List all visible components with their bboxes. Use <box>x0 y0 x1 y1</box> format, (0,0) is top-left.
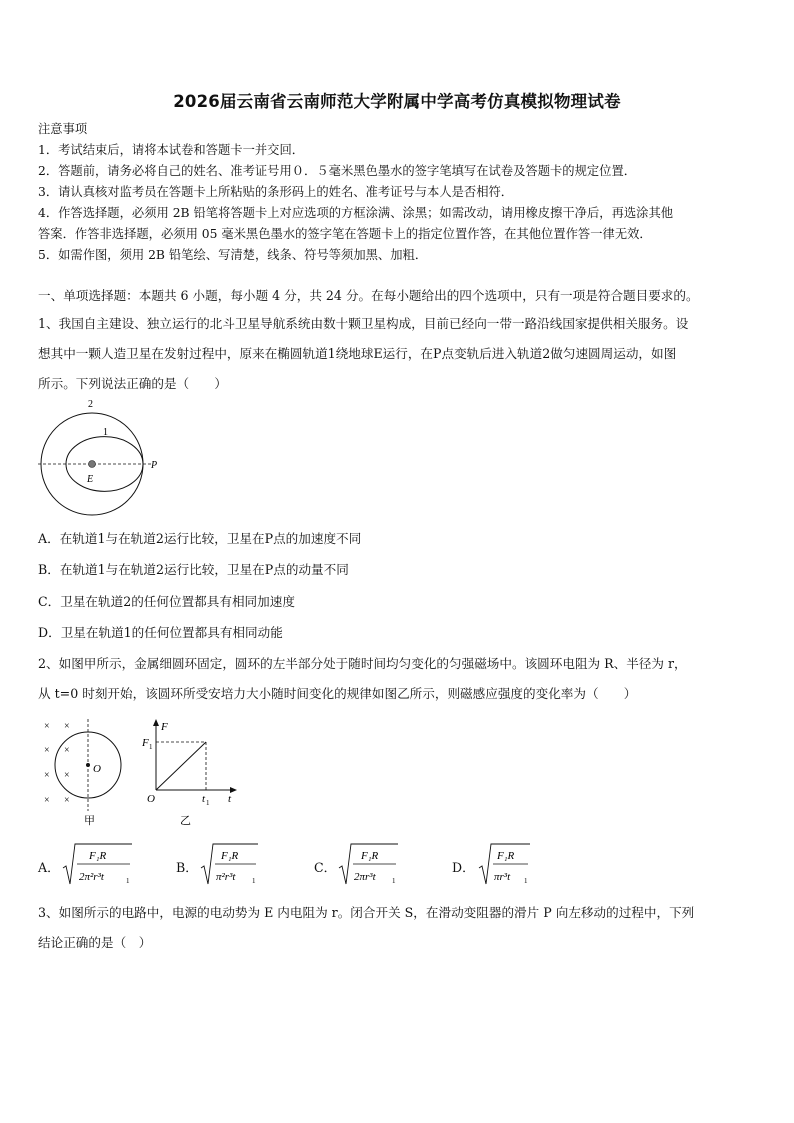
notice-item: 3．请认真核对监考员在答题卡上所粘贴的条形码上的姓名、准考证号与本人是否相符． <box>38 185 514 199</box>
f1-label: F <box>142 737 149 749</box>
ring-field-figure <box>38 716 138 831</box>
numerator: F₁R <box>361 850 379 862</box>
question-3-line: 结论正确的是（ ） <box>38 935 152 950</box>
y-axis-label: F <box>161 721 168 733</box>
option-b: B．在轨道1与在轨道2运行比较，卫星在P点的动量不同 <box>38 562 349 577</box>
option-b-formula <box>200 840 262 890</box>
option-letter: C． <box>314 860 337 875</box>
t1-subscript: 1 <box>206 799 210 807</box>
notice-item: 2．答题前，请务必将自己的姓名、准考证号用０．５毫米黑色墨水的签字笔填写在试卷及答题卡的规定位置． <box>38 164 637 178</box>
y-axis-arrow <box>153 719 159 726</box>
force-line <box>156 742 206 790</box>
question-3-line: 3、如图所示的电路中，电源的电动势为 E 内电阻为 r。闭合开关 S，在滑动变阻器的滑片 P 向左移动的过程中，下列 <box>38 905 695 920</box>
option-c-formula <box>338 840 400 890</box>
question-1-line: 1、我国自主建设、独立运行的北斗卫星导航系统由数十颗卫星构成，目前已经向一带一路沿线国家提供相关服务。设 <box>38 316 689 331</box>
question-1-line: 想其中一颗人造卫星在发射过程中，原来在椭圆轨道1绕地球E运行，在P点变轨后进入轨道2做匀速圆周运动，如图 <box>38 346 677 361</box>
numerator: F₁R <box>89 850 107 862</box>
field-mark: × <box>44 795 50 806</box>
orbit-2-label: 2 <box>88 399 93 410</box>
question-2-line: 2、如图甲所示，金属细圆环固定，圆环的左半部分处于随时间均匀变化的匀强磁场中。该圆环电阻为 R、半径为 r， <box>38 656 687 671</box>
figure-caption-yi: 乙 <box>180 815 191 827</box>
notice-heading: 注意事项 <box>38 122 88 136</box>
denominator: πr³t <box>494 871 511 883</box>
field-mark: × <box>44 745 50 756</box>
ring-center-label: O <box>93 763 101 775</box>
t1-label: t <box>202 793 206 805</box>
numerator: F₁R <box>221 850 239 862</box>
figure-caption-jia: 甲 <box>84 815 95 827</box>
option-letter: A． <box>38 860 60 875</box>
x-axis-label: t <box>228 793 232 805</box>
option-c: C．卫星在轨道2的任何位置都具有相同加速度 <box>38 594 295 609</box>
point-p-label: P <box>151 460 158 471</box>
t-subscript: 1 <box>524 877 528 885</box>
option-c <box>314 857 336 876</box>
t-subscript: 1 <box>392 877 396 885</box>
option-d: D．卫星在轨道1的任何位置都具有相同动能 <box>38 625 283 640</box>
numerator: F₁R <box>497 850 515 862</box>
field-mark: × <box>64 721 70 732</box>
notice-item: 4．作答选择题，必须用 2B 铅笔将答题卡上对应选项的方框涂满、涂黑；如需改动，请用橡皮擦干净后，再选涂其他 <box>38 206 674 220</box>
option-d-formula <box>478 840 534 890</box>
option-letter: B． <box>176 860 198 875</box>
orbit-figure <box>34 396 164 516</box>
orbit-1-label: 1 <box>103 427 108 438</box>
field-mark: × <box>44 721 50 732</box>
section-heading: 一、单项选择题：本题共 6 小题，每小题 4 分，共 24 分。在每小题给出的四个选项中，只有一项是符合题目要求的。 <box>38 288 699 303</box>
origin-label: O <box>147 793 155 805</box>
t-subscript: 1 <box>126 877 130 885</box>
option-d <box>452 857 475 876</box>
force-time-graph <box>142 716 252 831</box>
earth-label: E <box>87 474 94 485</box>
field-mark: × <box>44 770 50 781</box>
denominator: 2πr³t <box>354 871 376 883</box>
option-b <box>176 857 198 876</box>
earth-dot <box>89 461 96 468</box>
option-a <box>38 857 60 876</box>
f1-subscript: 1 <box>149 743 153 751</box>
question-2-line: 从 t=0 时刻开始，该圆环所受安培力大小随时间变化的规律如图乙所示，则磁感应强度的变化率为（ ） <box>38 686 637 701</box>
field-mark: × <box>64 770 70 781</box>
option-letter: D． <box>452 860 475 875</box>
page-title: 2026届云南省云南师范大学附属中学高考仿真模拟物理试卷 <box>173 92 621 111</box>
notice-item: 1．考试结束后，请将本试卷和答题卡一并交回． <box>38 143 305 157</box>
notice-item: 5．如需作图，须用 2B 铅笔绘、写清楚，线条、符号等须加黑、加粗． <box>38 248 428 262</box>
t-subscript: 1 <box>252 877 256 885</box>
denominator: 2π²r³t <box>79 871 104 883</box>
field-mark: × <box>64 745 70 756</box>
option-a: A．在轨道1与在轨道2运行比较，卫星在P点的加速度不同 <box>38 531 362 546</box>
question-1-line: 所示。下列说法正确的是（ ） <box>38 376 227 391</box>
denominator: π²r³t <box>216 871 236 883</box>
notice-item: 答案．作答非选择题，必须用 05 毫米黑色墨水的签字笔在答题卡上的指定位置作答，在其他位置作答一律无效． <box>38 227 652 241</box>
ring-center-dot <box>86 763 90 767</box>
option-a-formula <box>62 840 134 890</box>
field-mark: × <box>64 795 70 806</box>
